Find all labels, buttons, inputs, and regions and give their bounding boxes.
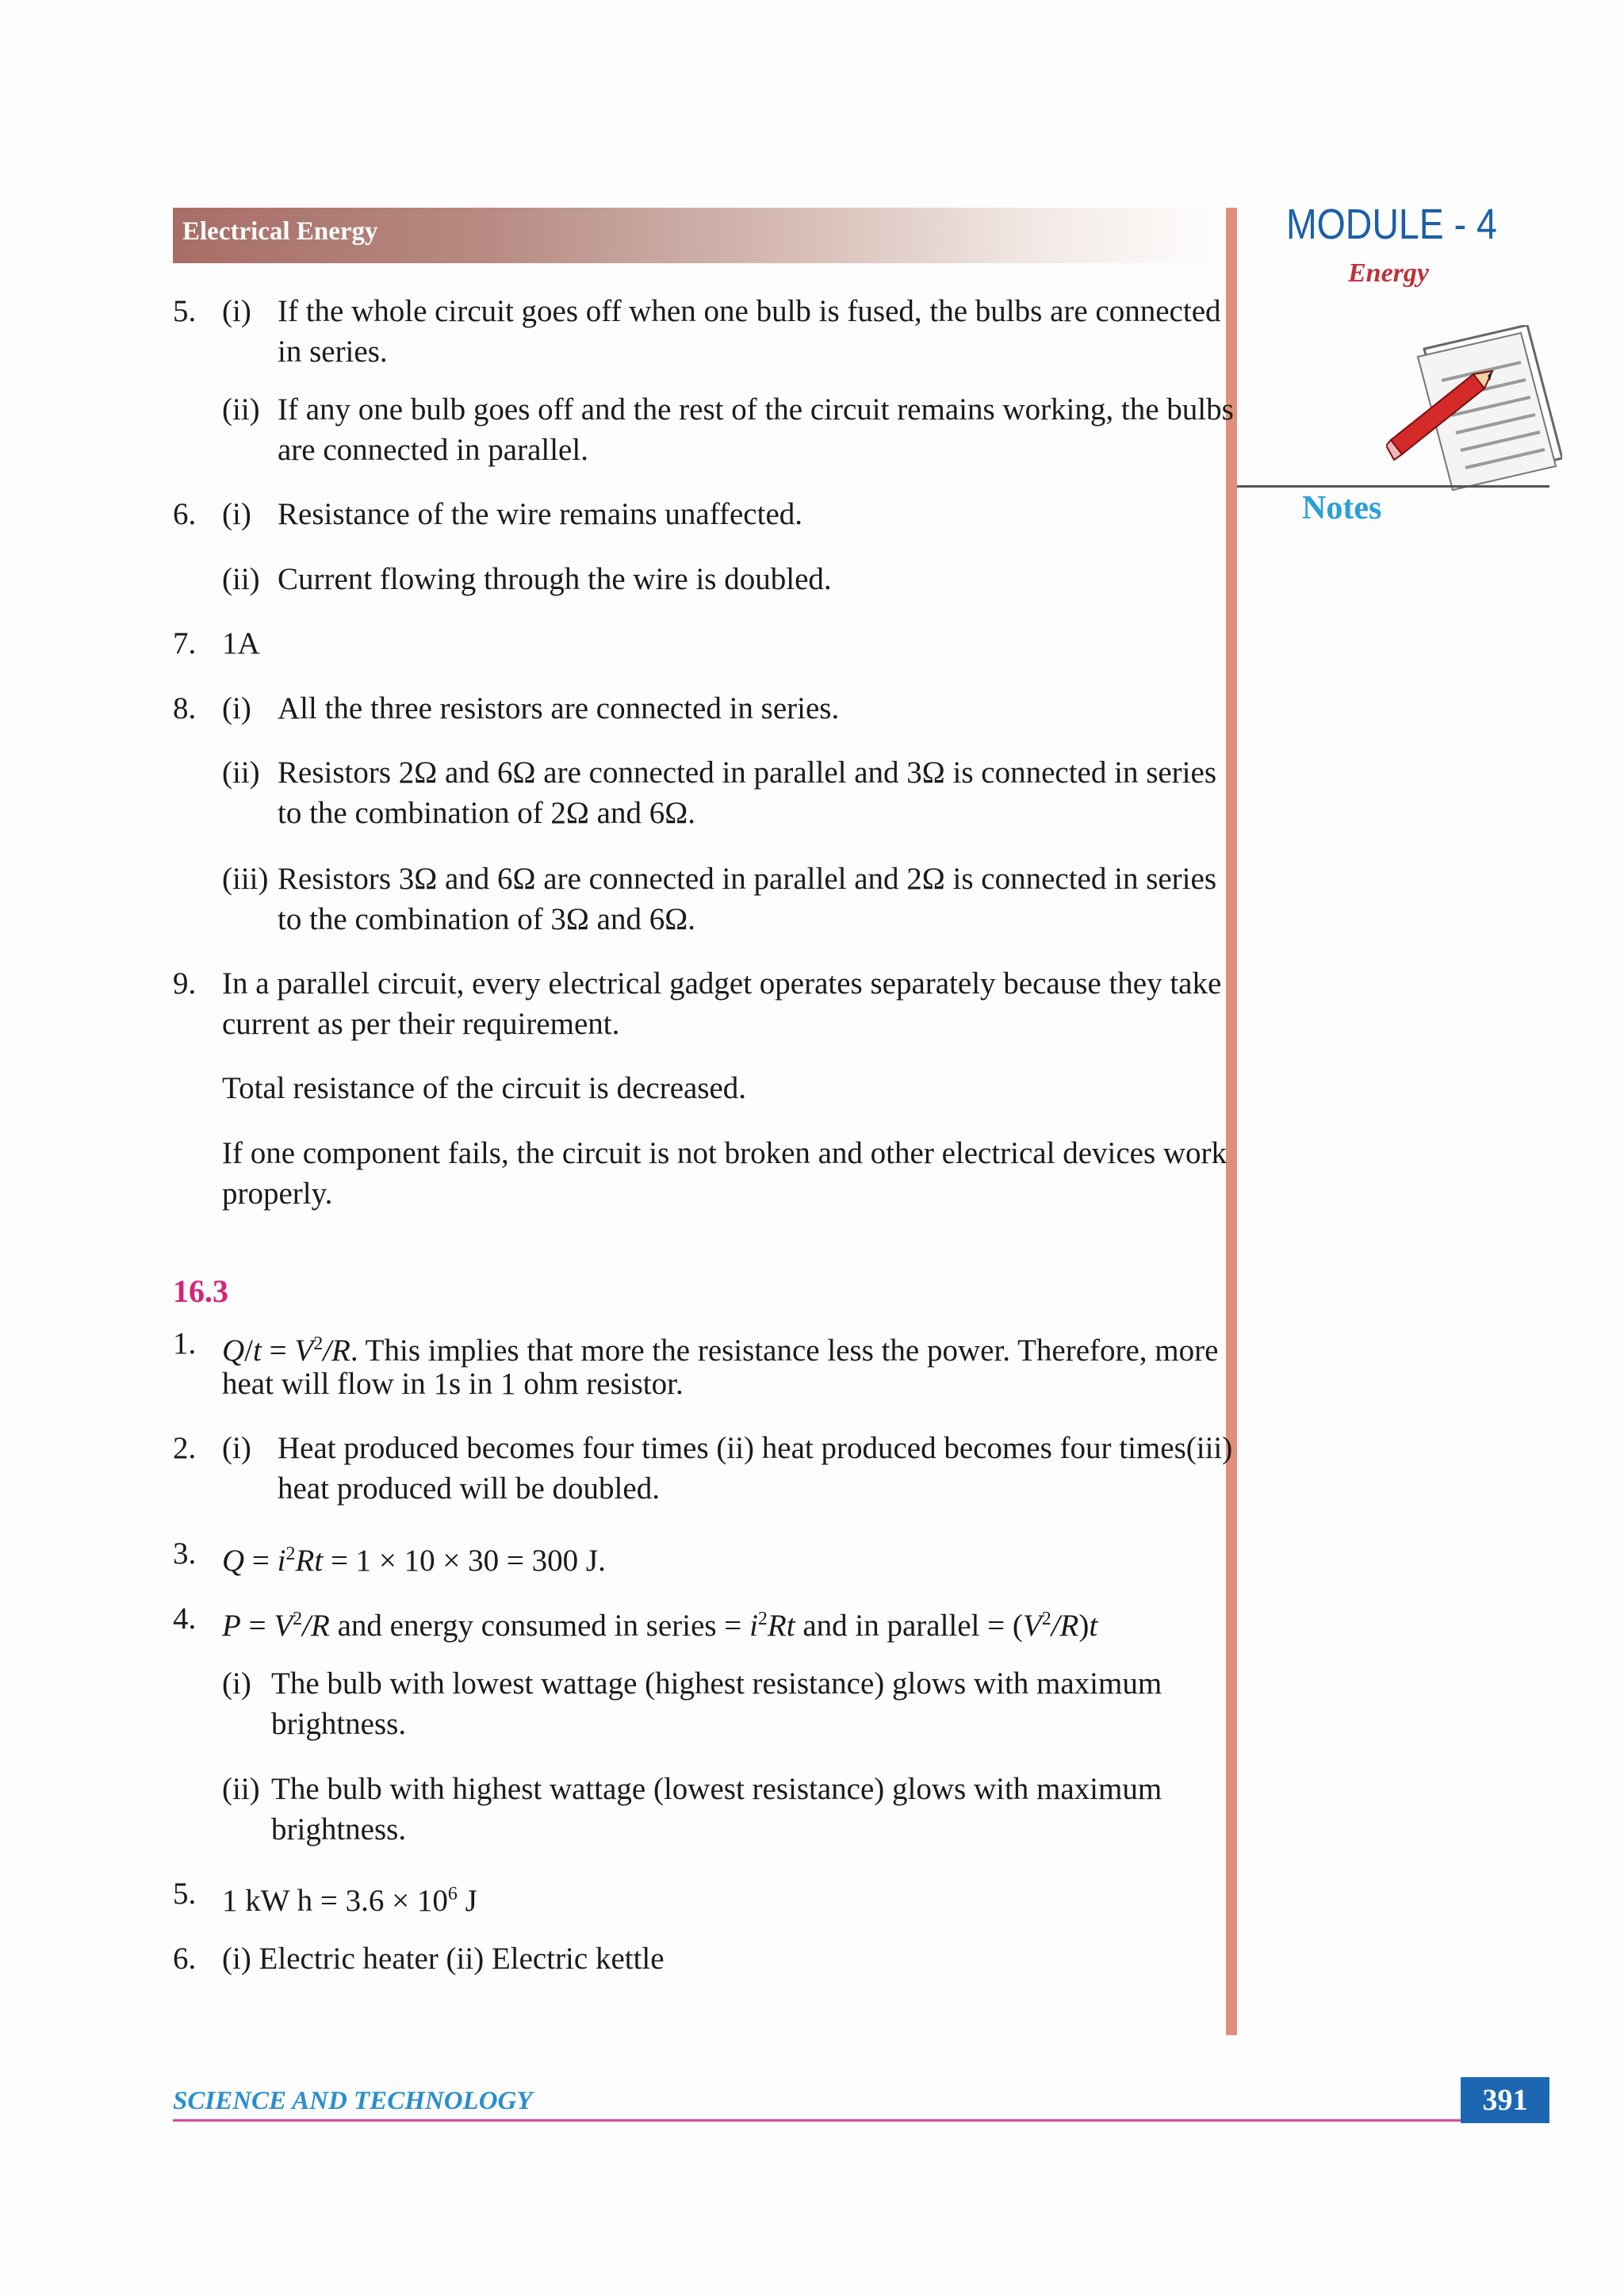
answer-text: Resistance of the wire remains unaffected. [278,497,803,531]
section-heading: 16.3 [173,1273,228,1309]
formula-line: $Q/t = V^2/R$. This implies that more the resistance less the power. Therefore, more [222,1334,1219,1368]
sub-marker: (i) [222,294,251,328]
answer-text: properly. [222,1177,333,1211]
answer-text: All the three resistors are connected in series. [278,691,840,725]
answer-text: Resistors 3Ω and 6Ω are connected in parallel and 2Ω is connected in series [278,862,1216,896]
answer-text: If any one bulb goes off and the rest of the circuit remains working, the bulbs [278,392,1234,427]
answer-number: 7. [173,626,197,660]
answer-number: 5. [173,294,197,328]
answer-number: 1. [173,1326,197,1360]
sub-marker: (ii) [222,756,260,790]
sub-marker: (ii) [222,562,260,596]
answer-text: brightness. [271,1812,407,1846]
answer-number: 3. [173,1536,197,1571]
answer-text: heat will flow in 1s in 1 ohm resistor. [222,1367,684,1401]
sub-marker: (i) [222,497,251,531]
answer-text: Heat produced becomes four times (ii) heat produced becomes four times(iii) [278,1431,1233,1465]
sub-marker: (i) [222,1431,251,1465]
answer-text: Resistors 2Ω and 6Ω are connected in parallel and 3Ω is connected in series [278,756,1216,790]
answer-number: 8. [173,691,197,725]
notes-pencil-icon [1386,325,1562,496]
answer-text: are connected in parallel. [278,433,588,467]
footer-rule [173,2119,1549,2122]
chapter-title: Electrical Energy [182,217,378,246]
sub-marker: (ii) [222,1772,260,1806]
answer-text: The bulb with highest wattage (lowest resistance) glows with maximum [271,1772,1162,1806]
answer-number: 5. [173,1877,197,1911]
answer-number: 2. [173,1431,197,1465]
answer-text: 1A [222,626,260,660]
notes-rule [1237,485,1549,488]
answer-text: Current flowing through the wire is doubled. [278,562,832,596]
answer-number: 6. [173,1942,197,1976]
answer-number: 6. [173,497,197,531]
sub-marker: (i) [222,1667,251,1701]
answer-text: In a parallel circuit, every electrical gadget operates separately because they take [222,966,1222,1001]
answer-text: The bulb with lowest wattage (highest resistance) glows with maximum [271,1667,1162,1701]
answer-text: in series. [278,335,388,369]
notes-label: Notes [1302,490,1382,526]
footer-title: SCIENCE AND TECHNOLOGY [173,2087,533,2115]
sub-marker: (i) [222,691,251,725]
margin-divider [1226,208,1237,2035]
answer-text: to the combination of 2Ω and 6Ω. [278,796,695,830]
page-number: 391 [1461,2077,1549,2123]
answer-text: (i) Electric heater (ii) Electric kettle [222,1942,665,1976]
answer-number: 9. [173,966,197,1001]
answer-text: If the whole circuit goes off when one bulb is fused, the bulbs are connected [278,294,1221,328]
formula-line: 1 kW $h = 3.6 \times 10^6$ J [222,1884,477,1918]
answer-text: to the combination of 3Ω and 6Ω. [278,902,695,936]
answer-number: 4. [173,1601,197,1636]
sub-marker: (ii) [222,392,260,427]
answer-text: Total resistance of the circuit is decreased. [222,1071,747,1105]
formula-line: $Q = i^2Rt = 1 \times 10 \times 30 = 300$ J. [222,1544,606,1578]
formula-line: $P = V^2/R$ and energy consumed in series = $i^2Rt$ and in parallel = $(V^2/R)t$ [222,1609,1098,1643]
answer-text: brightness. [271,1707,407,1741]
answer-text: current as per their requirement. [222,1007,620,1041]
answer-text: heat produced will be doubled. [278,1471,660,1506]
module-title: MODULE - 4 [1286,201,1497,248]
sub-marker: (iii) [222,862,269,896]
answer-text: If one component fails, the circuit is not broken and other electrical devices work [222,1136,1228,1170]
module-subtitle: Energy [1348,258,1429,288]
